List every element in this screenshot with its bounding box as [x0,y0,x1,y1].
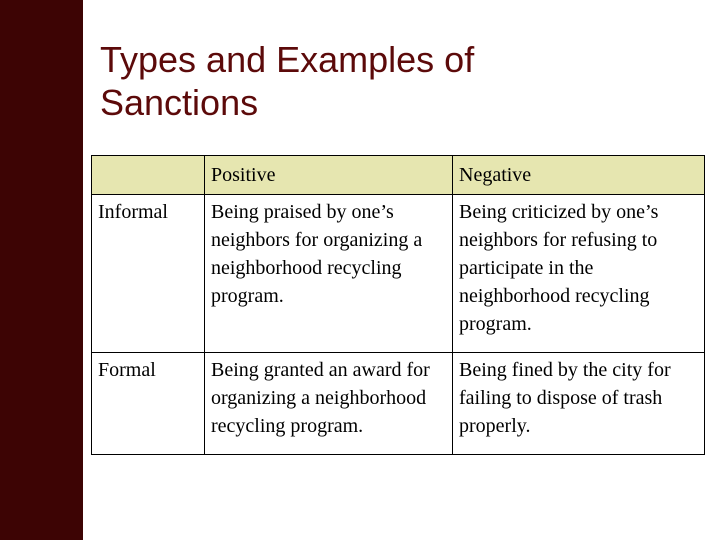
header-cell-negative: Negative [453,156,705,195]
table-row-informal [92,195,705,353]
table-header-row [92,156,705,195]
cell-formal-positive: Being granted an award for organizing a neighborhood recycling program. [205,353,453,455]
cell-formal-negative: Being fined by the city for failing to dispose of trash properly. [453,353,705,455]
slide-title-line-1: Types and Examples of [100,39,475,80]
left-accent-bar [0,0,83,540]
row-label-informal: Informal [92,195,205,353]
header-cell-positive: Positive [205,156,453,195]
header-cell-corner [92,156,205,195]
table-row-formal [92,353,705,455]
cell-informal-positive: Being praised by one’s neighbors for organizing a neighborhood recycling program. [205,195,453,353]
sanctions-table [91,155,705,455]
slide-title [100,38,690,124]
row-label-formal: Formal [92,353,205,455]
cell-informal-negative: Being criticized by one’s neighbors for refusing to participate in the neighborhood recycling program. [453,195,705,353]
slide-title-line-2: Sanctions [100,82,259,123]
